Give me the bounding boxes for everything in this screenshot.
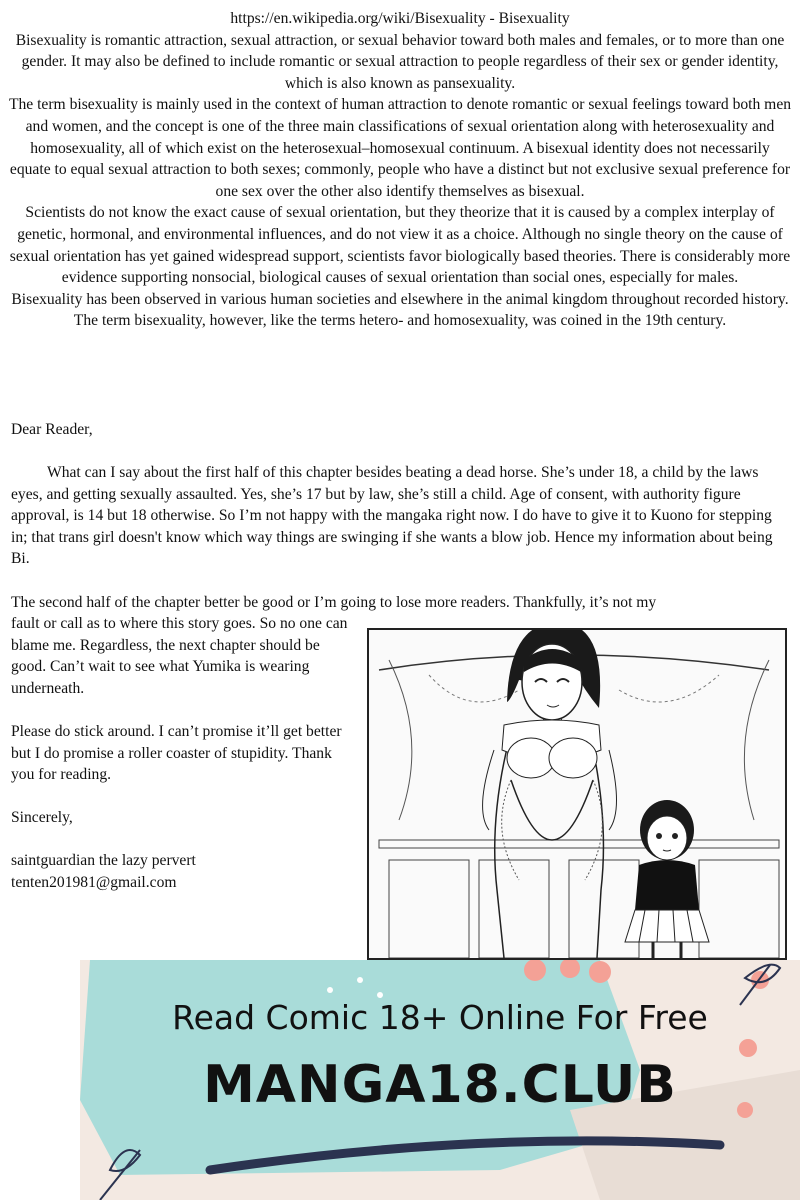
wiki-source: https://en.wikipedia.org/wiki/Bisexuality - Bisexuality — [230, 10, 570, 27]
manga18-banner[interactable] — [80, 960, 800, 1200]
wiki-paragraph-3: Scientists do not know the exact cause of sexual orientation, but they theorize that it is caused by a complex interplay of genetic, hormonal, and environmental influences, and do not view it as a choice. Although no single theory on the cause of sexual orientation has yet gained widespread support, scientists favor biologically based theories. There is considerably more evidence supporting nonsocial, biological causes of sexual orientation than social ones, especially for males. — [9, 204, 791, 287]
wikipedia-excerpt — [8, 8, 792, 332]
signature-name: saintguardian the lazy pervert — [11, 852, 196, 869]
letter-body-text: What can I say about the first half of this chapter besides beating a dead horse. She’s under 18, a child by the laws eyes, and getting sexually assaulted. Yes, she’s 17 but by law, she’s still a child. Age of consent, with authority figure approval, is 14 but 18 otherwise. So I’m not happy with the mangaka right now. I do have to give it to Kuono for stepping in; that trans girl doesn't know which way things are swinging if she wants a blow job. Hence my information about being Bi. — [11, 464, 773, 568]
signature-email: tenten201981@gmail.com — [11, 873, 177, 891]
manga-illustration — [367, 628, 787, 960]
letter-closing: Sincerely, — [11, 809, 73, 826]
wiki-paragraph-1: Bisexuality is romantic attraction, sexual attraction, or sexual behavior toward both males and females, or to more than one gender. It may also be defined to include romantic or sexual attraction to people regardless of their sex or gender identity, which is also known as pansexuality. — [15, 31, 785, 92]
letter-body — [11, 462, 789, 570]
banner-tagline: Read Comic 18+ Online For Free — [172, 998, 708, 1037]
letter-greeting: Dear Reader, — [11, 421, 93, 438]
banner-brand-link[interactable]: MANGA18.CLUB — [203, 1055, 677, 1115]
wiki-paragraph-4: Bisexuality has been observed in various human societies and elsewhere in the animal kingdom throughout recorded history. The term bisexuality, however, like the terms hetero- and homosexuality, was coined in the 19th century. — [11, 290, 789, 330]
letter-second-half-rest: fault or call as to where this story goes. So no one can blame me. Regardless, the next chapter should be good. Can’t wait to see what Yumika is wearing underneath. — [11, 615, 348, 697]
wiki-paragraph-2: The term bisexuality is mainly used in the context of human attraction to denote romantic or sexual feelings toward both men and women, and the concept is one of the three main classifications of sexual orientation along with heterosexuality and homosexuality, all of which exist on the heterosexual–homosexual continuum. A bisexual identity does not necessarily equate to equal sexual attraction to both sexes; commonly, people who have a distinct but not exclusive sexual preference for one sex over the other also identify themselves as bisexual. — [8, 96, 792, 200]
letter-stick-around: Please do stick around. I can’t promise it’ll get better but I do promise a roller coaster of stupidity. Thank you for reading. — [11, 723, 342, 784]
manga-illustration-svg — [369, 630, 785, 958]
letter-second-half-line: The second half of the chapter better be good or I’m going to lose more readers. Thankfully, it’s not my — [11, 594, 657, 611]
signature-block — [11, 850, 196, 893]
